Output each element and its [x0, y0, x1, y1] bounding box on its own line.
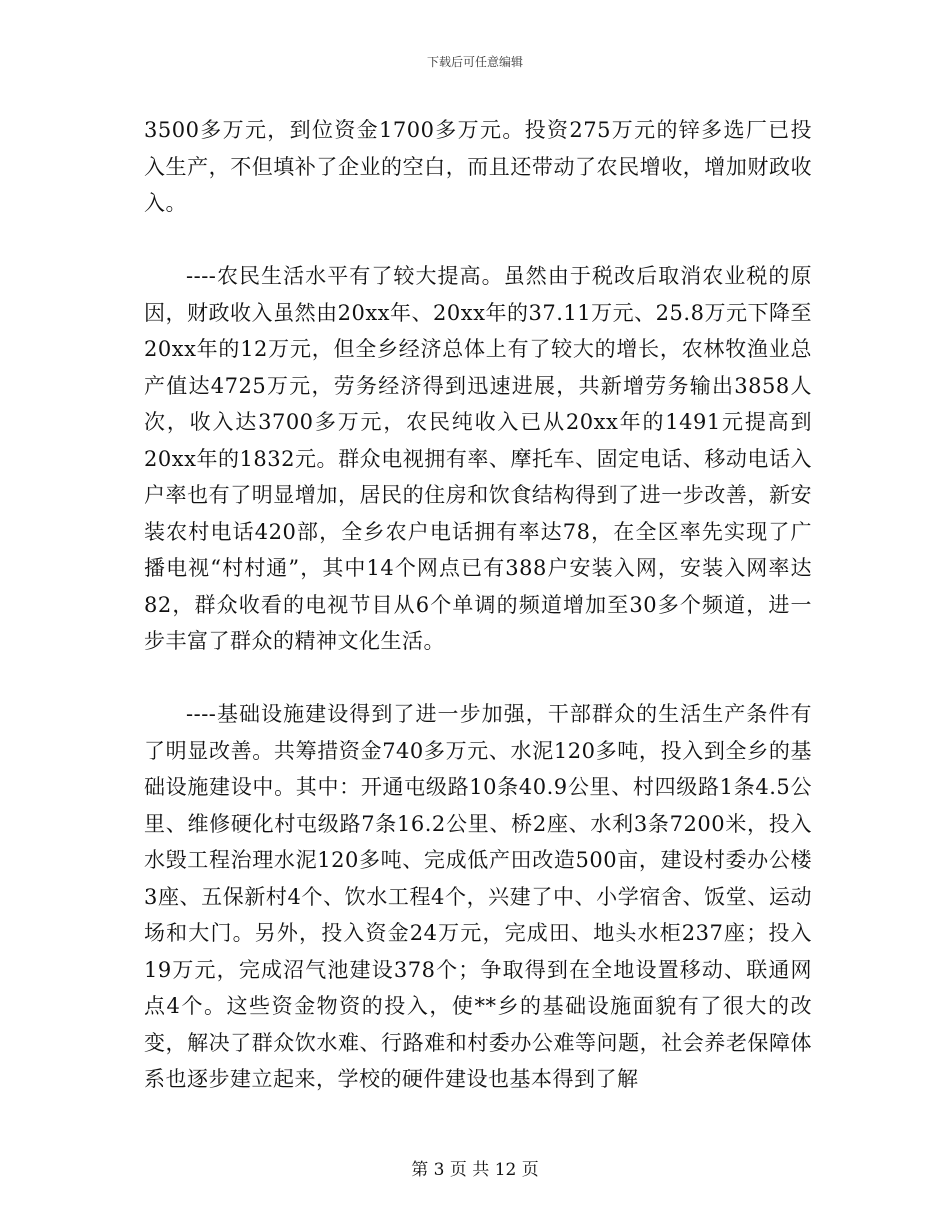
paragraph-infrastructure: ----基础设施建设得到了进一步加强，干部群众的生活生产条件有了明显改善。共筹措资金740多万元、水泥120多吨，投入到全乡的基础设施建设中。其中：开通屯级路10条40.9公里、村四级路1条4.5公里、维修硬化村屯级路7条16.2公里、桥2座、水利3条7200米，投入水毁工程治理水泥120多吨、完成低产田改造500亩，建设村委办公楼3座、五保新村4个、饮水工程4个，兴建了中、小学宿舍、饭堂、运动场和大门。另外，投入资金24万元，完成田、地头水柜237座；投入19万元，完成沼气池建设378个；争取得到在全地设置移动、联通网点4个。这些资金物资的投入，使**乡的基础设施面貌有了很大的改变，解决了群众饮水难、行路难和村委办公难等问题，社会养老保障体系也逐步建立起来，学校的硬件建设也基本得到了解	[144, 702, 812, 1091]
page-number-footer: 第 3 页 共 12 页	[411, 1160, 539, 1180]
paragraph-funding-continuation: 3500多万元，到位资金1700多万元。投资275万元的锌多选厂已投入生产，不但填补了企业的空白，而且还带动了农民增收，增加财政收入。	[144, 118, 812, 215]
paragraph-living-standards: ----农民生活水平有了较大提高。虽然由于税改后取消农业税的原因，财政收入虽然由20xx年、20xx年的37.11万元、25.8万元下降至20xx年的12万元，但全乡经济总体上有了较大的增长，农林牧渔业总产值达4725万元，劳务经济得到迅速进展，共新增劳务输出3858人次，收入达3700多万元，农民纯收入已从20xx年的1491元提高到20xx年的1832元。群众电视拥有率、摩托车、固定电话、移动电话入户率也有了明显增加，居民的住房和饮食结构得到了进一步改善，新安装农村电话420部，全乡农户电话拥有率达78，在全区率先实现了广播电视“村村通”，其中14个网点已有388户安装入网，安装入网率达82，群众收看的电视节目从6个单调的频道增加至30多个频道，进一步丰富了群众的精神文化生活。	[144, 264, 812, 653]
paragraph-spacer	[144, 222, 812, 259]
document-body	[144, 112, 812, 1098]
page-header-note: 下载后可任意编辑	[426, 55, 523, 69]
paragraph-spacer	[144, 660, 812, 697]
